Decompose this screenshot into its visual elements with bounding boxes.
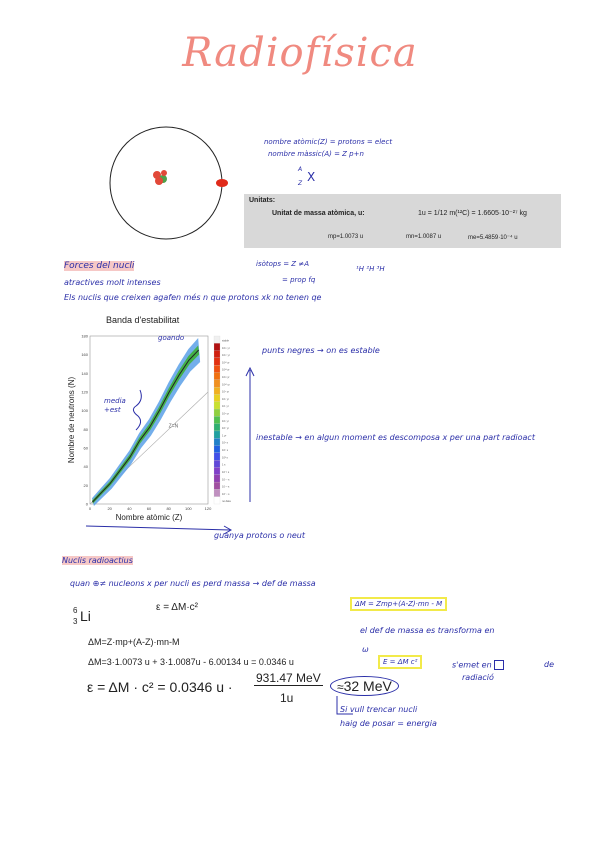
x-tick-label: 60: [146, 506, 152, 511]
legend-label: 10¹³ yr: [222, 361, 230, 365]
x-tick-label: 40: [127, 506, 132, 511]
mass-unit-label: Unitat de massa atòmica, u:: [272, 210, 365, 217]
horizontal-arrow-line: [86, 526, 230, 530]
mass-defect-equation: ΔM=Z·mp+(A-Z)·mn-M: [88, 637, 180, 647]
legend-label: 10¹¹ yr: [222, 376, 230, 379]
x-tick-label: 0: [88, 506, 92, 511]
y-tick-label: 80: [83, 426, 88, 432]
chart-note-stable: punts negres → on es estable: [262, 346, 380, 355]
proton-dot: [161, 170, 167, 176]
chart-note-media: media +est: [104, 397, 126, 414]
li-mass-number: 6: [73, 606, 78, 615]
energy-calc-denominator: 1u: [280, 691, 294, 705]
electron-mass: me=5.4859·10⁻⁴ u: [468, 235, 518, 241]
legend-label: 10¹² yr: [222, 368, 230, 372]
chart-note-axis: guanya protons o neut: [214, 531, 306, 540]
y-tick-label: 140: [81, 370, 88, 376]
legend-label: 10⁵ yr: [222, 419, 229, 423]
legend-label: 10⁸ yr: [222, 397, 229, 401]
notation-mass: A: [298, 166, 303, 173]
li-atomic-number: 3: [73, 617, 78, 626]
energy-equation: ε = ΔM·c²: [156, 602, 198, 613]
electron-orbit: [110, 127, 222, 239]
energy-box: E = ΔM c²: [378, 658, 422, 666]
atom-diagram: [104, 124, 236, 244]
emission-note: s'emet en: [452, 660, 504, 670]
x-tick-label: 20: [107, 506, 112, 511]
proton-dot: [155, 177, 163, 185]
energy-result: ≈32 MeV: [330, 676, 399, 696]
emission-note-de: de: [544, 660, 554, 669]
legend-label: 10⁴ s: [222, 449, 229, 453]
mass-defect-box: ΔM = Zmp+(A-Z)·mn - M: [350, 600, 447, 608]
y-tick-label: 40: [83, 464, 88, 470]
legend-label: 10⁻⁶ s: [222, 485, 230, 489]
y-tick-label: 0: [85, 501, 88, 507]
legend-label: 10⁴ yr: [222, 427, 229, 431]
radioactive-line1: quan ⊕≠ nucleons x per nucli es perd massa → def de massa: [70, 579, 316, 588]
li-symbol: Li: [80, 608, 91, 624]
energy-calc-numerator: 931.47 MeV: [256, 671, 321, 685]
isotopes-line2: = prop fq: [282, 276, 316, 284]
diagonal-label: Z=N: [168, 423, 179, 430]
legend-label: 10¹⁰ yr: [222, 383, 230, 387]
y-tick-label: 100: [81, 408, 88, 414]
legend-label: no data: [222, 500, 231, 504]
forces-line2: Els nuclis que creixen agafen més n que protons xk no tenen qe: [64, 293, 322, 302]
forces-line1: atractives molt intenses: [64, 278, 161, 287]
chart-note-unstable: inestable → en algun moment es descomposa x per una part radioact: [256, 433, 535, 442]
legend-label: 10⁻⁴ s: [222, 478, 230, 482]
chart-title: Banda d'estabilitat: [106, 315, 180, 325]
legend-label: 10⁻² s: [222, 470, 230, 474]
atom-note-2: nombre màssic(A) = Z p+n: [268, 150, 364, 158]
atom-note-1: nombre atòmic(Z) = protons = elect: [264, 138, 393, 146]
x-tick-label: 80: [166, 506, 171, 511]
mass-defect-calc: ΔM=3·1.0073 u + 3·1.0087u - 6.00134 u = 0.0346 u: [88, 657, 294, 667]
electron-dot: [216, 179, 228, 187]
x-tick-label: 100: [184, 506, 192, 511]
isotopes-line1: isòtops = Z ≠A: [256, 260, 309, 268]
notation-z: Z: [298, 180, 303, 187]
y-tick-label: 120: [81, 389, 88, 395]
isotopes-examples: ¹H ²H ³H: [356, 265, 385, 273]
chart-note-goando: goando: [158, 334, 185, 342]
legend-swatch: [214, 343, 220, 350]
energy-calc-left: ε = ΔM · c² = 0.0346 u ·: [87, 679, 233, 695]
break-note-1: Si vull trencar nucli: [340, 705, 418, 714]
page-title: Radiofísica: [182, 30, 418, 76]
proton-mass: mp=1.0073 u: [328, 234, 364, 240]
legend-label: 10⁷ yr: [222, 405, 229, 409]
units-heading: Unitats:: [249, 197, 276, 204]
radioactive-heading: Nuclis radioactius: [62, 556, 133, 565]
break-note-2: haig de posar = energia: [340, 719, 437, 728]
legend-label: 10¹⁵ yr: [222, 346, 230, 350]
notation-symbol: X: [307, 170, 316, 184]
legend-label: 1 yr: [222, 434, 227, 438]
legend-label: 10⁹ yr: [222, 390, 229, 394]
x-tick-label: 120: [204, 506, 212, 511]
y-tick-label: 160: [81, 352, 88, 358]
legend-label: 10⁻⁸ s: [222, 492, 230, 496]
neutron-mass: mn=1.0087 u: [406, 234, 442, 240]
legend-swatch: [214, 336, 220, 343]
legend-label: 10⁶ yr: [222, 412, 229, 416]
legend-label: stable: [222, 339, 229, 343]
legend-swatch: [214, 351, 220, 358]
brace-mark: [133, 390, 141, 430]
y-tick-label: 20: [83, 482, 88, 488]
checkbox-square-icon: [494, 660, 504, 670]
mass-defect-note: el def de massa es transforma en: [360, 626, 495, 635]
y-tick-label: 180: [81, 333, 88, 339]
forces-heading: Forces del nucli: [64, 261, 135, 271]
legend-label: 10¹⁴ yr: [222, 354, 230, 358]
hand-arrows: [60, 360, 270, 536]
emission-note-b: radiació: [462, 673, 494, 682]
legend-label: 10² s: [222, 456, 228, 460]
legend-label: 1 s: [222, 463, 226, 467]
mass-defect-note-b: ω: [362, 645, 369, 654]
units-box: [244, 194, 561, 248]
mass-unit-formula: 1u = 1/12 m(¹²C) = 1.6605·10⁻²⁷ kg: [418, 210, 527, 217]
x-axis-label: Nombre atòmic (Z): [115, 513, 183, 522]
legend-label: 10⁶ s: [222, 441, 228, 445]
y-axis-label: Nombre de neutrons (N): [67, 376, 76, 464]
y-tick-label: 60: [83, 445, 88, 451]
